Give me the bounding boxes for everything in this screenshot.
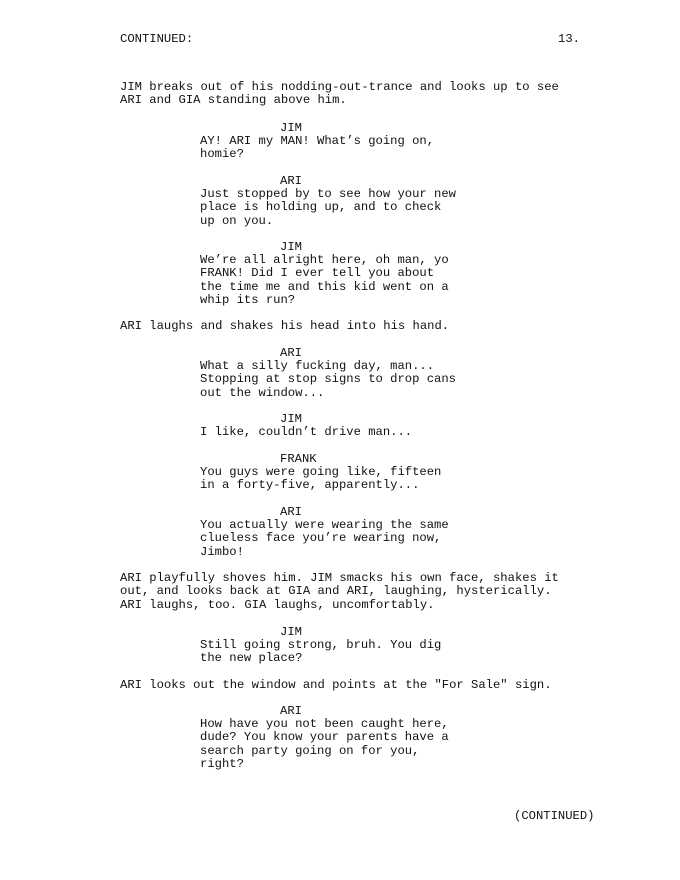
character-name: JIM [280,625,302,639]
character-name: JIM [280,412,302,426]
continued-header: CONTINUED: [120,32,194,46]
dialogue: I like, couldn’t drive man... [200,425,413,439]
action-line: ARI laughs and shakes his head into his hand. [120,319,450,333]
character-name: JIM [280,121,302,135]
action-line: ARI playfully shoves him. JIM smacks his own face, shakes it out, and looks back at GIA and ARI, laughing, hysterically. ARI laughs, too. GIA laughs, uncomfortably. [120,571,559,612]
character-name: ARI [280,704,302,718]
page-number: 13. [558,32,580,46]
dialogue: You actually were wearing the same clueless face you’re wearing now, Jimbo! [200,518,449,559]
character-name: JIM [280,240,302,254]
dialogue: You guys were going like, fifteen in a forty-five, apparently... [200,465,442,493]
dialogue: Just stopped by to see how your new place is holding up, and to check up on you. [200,187,456,228]
action-line: JIM breaks out of his nodding-out-trance and looks up to see ARI and GIA standing above him. [120,80,559,108]
character-name: ARI [280,346,302,360]
character-name: FRANK [280,452,317,466]
character-name: ARI [280,174,302,188]
dialogue: What a silly fucking day, man... Stopping at stop signs to drop cans out the window... [200,359,456,400]
dialogue: AY! ARI my MAN! What’s going on, homie? [200,134,435,162]
action-line: ARI looks out the window and points at the "For Sale" sign. [120,678,552,692]
dialogue: How have you not been caught here, dude? You know your parents have a search party going on for you, right? [200,717,449,771]
character-name: ARI [280,505,302,519]
dialogue: Still going strong, bruh. You dig the new place? [200,638,442,666]
continued-footer: (CONTINUED) [514,809,595,823]
dialogue: We’re all alright here, oh man, yo FRANK! Did I ever tell you about the time me and this kid went on a whip its run? [200,253,449,307]
